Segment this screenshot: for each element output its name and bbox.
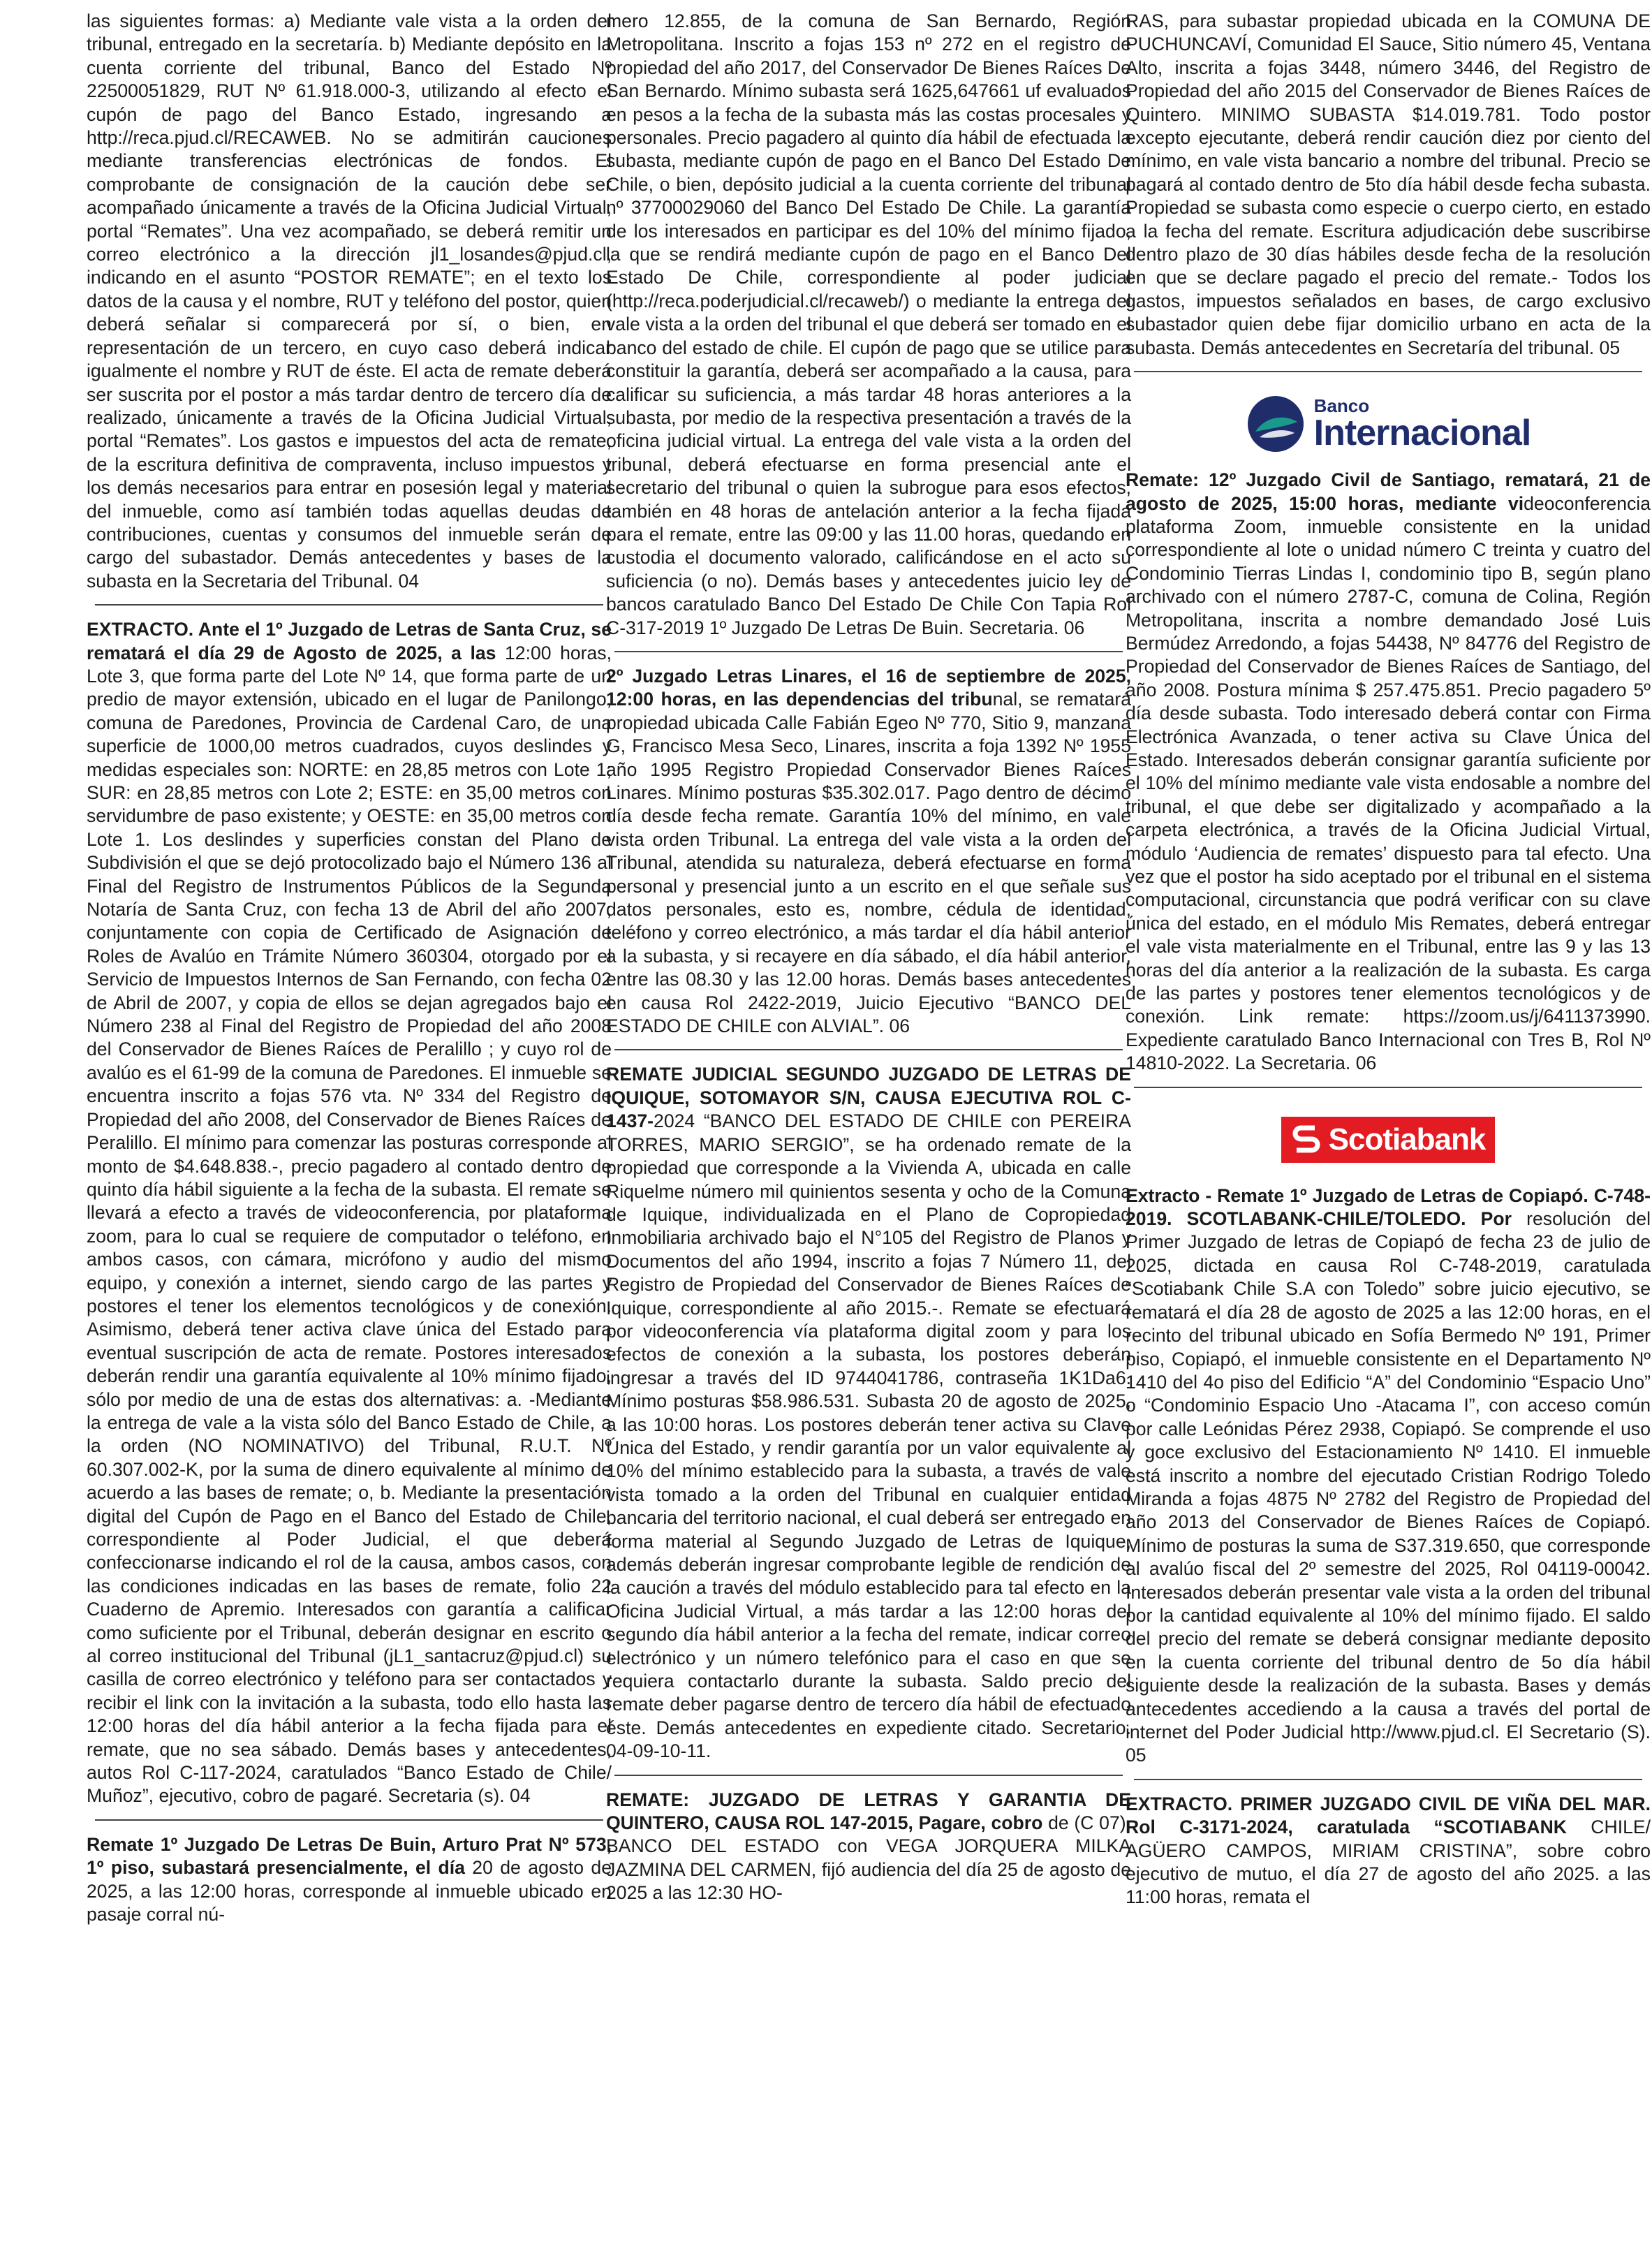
notice-heading: Extracto - Remate 1º Juzgado de Letras de Copiapó. C-748-2019. SCOTLABANK-CHILE/TOLEDO. Por — [1126, 1184, 1651, 1230]
notice-heading: 2º Juzgado Letras Linares, el 16 de septiembre de 2025, 12:00 horas, en las dependencias del tribu — [606, 665, 1131, 710]
column-1 — [87, 10, 612, 1927]
column-2 — [606, 10, 1131, 1905]
logo-label: Scotiabank — [1328, 1122, 1486, 1157]
notice-body: las siguientes formas: a) Mediante vale vista a la orden del tribunal, entregado en la secretaría. b) Mediante depósito en la cuenta corriente del tribunal, Banco del Estado Nº 22500051829, RUT Nº 61.918.000-3, utilizando al efecto el cupón de pago del Banco Estado, ingresando a http://reca.pjud.cl/RECAWEB. No se admitirán cauciones mediante transferencias electrónicas de fondos. El comprobante de consignación de la caución debe ser acompañado únicamente a través de la Oficina Judicial Virtual, portal “Remates”. Una vez acompañado, se deberá remitir un correo electrónico a la dirección jl1_losandes@pjud.cl, indicando en el asunto “POSTOR REMATE”; en el texto los datos de la causa y el nombre, RUT y teléfono del postor, quien deberá señalar si comparecerá por sí, o bien, en representación de un tercero, en cuyo caso deberá indicar igualmente el nombre y RUT de éste. El acta de remate deberá ser suscrita por el postor a más tardar dentro de tercero día de realizado, únicamente a través de la Oficina Judicial Virtual, portal “Remates”. Los gastos e impuestos del acta de remate, de la escritura definitiva de compraventa, incluso impuestos y los demás necesarios para entrar en posesión legal y material del inmueble, como así también todas aquellas deudas de contribuciones, cuentas y consumos del inmueble serán de cargo del subastador. Demás antecedentes y bases de la subasta en la Secretaria del Tribunal. 04 — [87, 10, 612, 592]
notice-divider — [95, 1819, 603, 1821]
legal-notice — [606, 10, 1131, 640]
notice-divider — [95, 604, 603, 606]
notice-heading: EXTRACTO. PRIMER JUZGADO CIVIL DE VIÑA DEL MAR. Rol C-3171-2024, caratulada “SCOTIABANK — [1126, 1793, 1651, 1838]
column-3 — [1126, 10, 1651, 1909]
notice-body: RAS, para subastar propiedad ubicada en la COMUNA DE PUCHUNCAVÍ, Comunidad El Sauce, Sitio número 45, Ventana Alto, inscrita a fojas 3448, número 3446, del Registro de Propiedad del año 2015 del Conservador de Bienes Raíces de Quintero. MINIMO SUBASTA $14.019.781. Todo postor excepto ejecutante, deberá rendir caución diez por ciento del mínimo, en vale vista bancario a nombre del tribunal. Precio se pagará al contado dentro de 5to día hábil desde fecha subasta. Propiedad se subasta como especie o cuerpo cierto, en estado a la fecha del remate. Escritura adjudicación debe suscribirse dentro plazo de 30 días hábiles desde fecha de la resolución en que se declare pagado el precio del remate.- Todos los gastos, impuestos señalados en bases, de cargo exclusivo subastador quien debe fijar domicilio urbano en acta de la subasta. Demás antecedentes en Secretaría del tribunal. 05 — [1126, 10, 1651, 358]
notice-body: de (C 07), BANCO DEL ESTADO con VEGA JORQUERA MILKA JAZMINA DEL CARMEN, fijó audiencia del día 25 de agosto de 2025 a las 12:30 HO- — [606, 1812, 1131, 1904]
banco-internacional-logo — [1126, 385, 1651, 463]
scotiabank-logo — [1126, 1101, 1651, 1179]
banco-internacional-emblem-icon — [1246, 394, 1306, 454]
legal-notice — [606, 1063, 1131, 1763]
notice-body: 2024 “BANCO DEL ESTADO DE CHILE con PEREIRA TORRES, MARIO SERGIO”, se ha ordenado remate de la propiedad que corresponde a la Vivienda A, ubicada en calle Riquelme número mil quinientos sesenta y ocho de la Comuna de Iquique, individualizada en el Plano de Copropiedad Inmobiliaria archivado bajo el N°105 del Registro de Planos y Documentos del año 1994, inscrito a fojas 7 Número 11, del Registro de Propiedad del Conservador de Bienes Raíces de Iquique, correspondiente al año 2015.-. Remate se efectuará por videoconferencia vía plataforma digital zoom y para los efectos de conexión a la subasta, los postores deberán ingresar a través del ID 9744041786, contraseña 1K1Da6. Mínimo posturas $58.986.531. Subasta 20 de agosto de 2025, a las 10:00 horas. Los postores deberán tener activa su Clave Única del Estado, y rendir garantía por un valor equivalente al 10% del mínimo establecido para la subasta, a través de vale vista tomado a la orden del Tribunal en cualquier entidad bancaria del territorio nacional, el cual deberá ser entregado en forma material al Segundo Juzgado de Letras de Iquique, además deberán ingresar comprobante legible de rendición de la caución a través del módulo establecido para tal efecto en la Oficina Judicial Virtual, a más tardar a las 12:00 horas del segundo día hábil anterior a la fecha del remate, indicar correo electrónico y un número telefónico para el caso en que se requiera contactarlo durante la subasta. Saldo precio del remate deber pagarse dentro de tercero día hábil de efectuado éste. Demás antecedentes en expediente citado. Secretario. 04-09-10-11. — [606, 1110, 1131, 1762]
notice-divider — [614, 1775, 1123, 1776]
notice-body: deoconferencia plataforma Zoom, inmueble consistente en la unidad correspondiente al lote o unidad número C treinta y cuatro del Condominio Tierras Lindas I, condominio tipo B, según plano archivado con el número 2787-C, comuna de Colina, Región Metropolitana, inscrita a nombre demandado José Luis Bermúdez Arredondo, a fojas 54438, Nº 84776 del Registro de Propiedad del Conservador de Bienes Raíces de Santiago, del año 2008. Postura mínima $ 257.475.851. Precio pagadero 5º día desde subasta. Todo interesado deberá contar con Firma Electrónica Avanzada, o tener activa su Clave Única del Estado. Interesados deberán consignar garantía suficiente por el 10% del mínimo mediante vale vista endosable a nombre del tribunal, el que debe ser digitalizado y acompañado a la carpeta electrónica, a través de la Oficina Judicial Virtual, módulo ‘Audiencia de remates’ dispuesto para tal efecto. Una vez que el postor ha sido aceptado por el tribunal en el sistema computacional, circunstancia que podrá verificar con su clave única del estado, en el módulo Mis Remates, deberá entregar el vale vista materialmente en el Tribunal, entre las 9 y las 13 horas del día anterior a la realización de la subasta. Es carga de las partes y postores tener elementos tecnológicos y de conexión. Link remate: https://zoom.us/j/6411373990. Expediente caratulado Banco Internacional con Tres B, Rol Nº 14810-2022. La Secretaria. 06 — [1126, 492, 1651, 1074]
legal-notice — [606, 665, 1131, 1039]
legal-notice — [87, 1833, 612, 1927]
legal-notice — [1126, 10, 1651, 360]
notice-divider — [1134, 1087, 1642, 1088]
notice-divider — [1134, 1779, 1642, 1780]
legal-notice — [87, 618, 612, 1808]
notice-divider — [614, 651, 1123, 652]
notice-divider — [1134, 371, 1642, 372]
scotiabank-s-icon — [1291, 1122, 1322, 1157]
notice-heading: EXTRACTO. Ante el 1º Juzgado de Letras de Santa Cruz, se rematará el día 29 de Agosto de 2025, a las — [87, 619, 612, 663]
notice-divider — [614, 1049, 1123, 1050]
logo-small-label: Banco — [1313, 395, 1370, 417]
notice-heading: Remate 1º Juzgado De Letras De Buin, Arturo Prat Nº 573, 1º piso, subastará presencialmente, el día — [87, 1833, 612, 1879]
notice-body: 20 de agosto de 2025, a las 12:00 horas, corresponde al inmueble ubicado en pasaje corral nú- — [87, 1857, 612, 1925]
notice-heading: REMATE JUDICIAL SEGUNDO JUZGADO DE LETRAS DE IQUIQUE, SOTOMAYOR S/N, CAUSA EJECUTIVA ROL C-1437- — [606, 1064, 1131, 1132]
legal-notice — [1126, 469, 1651, 1076]
legal-notice — [606, 1789, 1131, 1905]
notice-body: 12:00 horas, Lote 3, que forma parte del Lote Nº 14, que forma parte de un predio de mayor extensión, ubicado en el lugar de Panilongo, comuna de Paredones, Provincia de Cardenal Caro, de una superficie de 1000,00 metros cuadrados, cuyos deslindes y medidas especiales son: NORTE: en 28,85 metros con Lote 1; SUR: en 28,85 metros con Lote 2; ESTE: en 35,00 metros con servidumbre de paso existente; y OESTE: en 35,00 metros con Lote 1. Los deslindes y superficies constan del Plano de Subdivisión el que se dejó protocolizado bajo el Número 136 al Final del Registro de Instrumentos Públicos de la Segunda Notaría de Santa Cruz, con fecha 13 de Abril del año 2007; conjuntamente con copia de Certificado de Asignación de Roles de Avalúo en Trámite Número 360304, otorgado por el Servicio de Impuestos Internos de San Fernando, con fecha 02 de Abril de 2007, y copia de ellos se dejan agregados bajo el Número 238 al Final del Registro de Propiedad del año 2008 del Conservador de Bienes Raíces de Peralillo ; y cuyo rol de avalúo es el 61-99 de la comuna de Paredones. El inmueble se encuentra inscrito a fojas 576 vta. Nº 334 del Registro de Propiedad del año 2008, del Conservador de Bienes Raíces de Peralillo. El mínimo para comenzar las posturas corresponde al monto de $4.648.838.-, precio pagadero al contado dentro de quinto día hábil siguiente a la fecha de la subasta. El remate se llevará a efecto a través de videoconferencia, por plataforma zoom, para lo cual se requiere de computador o teléfono, en ambos casos, con cámara, micrófono y audio del mismo equipo, y conexión a internet, siendo cargo de las partes y postores el tener los elementos tecnológicos y de conexión. Asimismo, deberá tener activa clave única del Estado para eventual suscripción de acta de remate. Postores interesados deberán rendir una garantía equivalente al 10% mínimo fijado, sólo por medio de una de estas dos alternativas: a. -Mediante la entrega de vale a la vista sólo del Banco Estado de Chile, a la orden (NO NOMINATIVO) del Tribunal, R.U.T. Nº 60.307.002-K, por la suma de dinero equivalente al mínimo de acuerdo a las bases de remate; o, b. Mediante la presentación digital del Cupón de Pago en el Banco del Estado de Chile, correspondiente al Poder Judicial, el que deberá confeccionarse indicando el rol de la causa, ambos casos, con las condiciones indicadas en las bases de remate, folio 22 Cuaderno de Apremio. Interesados con garantía a calificar como suficiente por el Tribunal, deberán designar en escrito o al correo institucional del Tribunal (jL1_santacruz@pjud.cl) su casilla de correo electrónico y teléfono para ser contactados y recibir el link con la invitación a la subasta, todo ello hasta las 12:00 horas del día hábil anterior a la fecha fijada para el remate, que no sea sábado. Demás bases y antecedentes, autos Rol C-117-2024, caratulados “Banco Estado de Chile/ Muñoz”, ejecutivo, cobro de pagaré. Secretaria (s). 04 — [87, 642, 612, 1807]
notice-body: nal, se rematará propiedad ubicada Calle Fabián Egeo Nº 770, Sitio 9, manzana G, Francisco Mesa Seco, Linares, inscrita a foja 1392 Nº 1955 año 1995 Registro Propiedad Conservador Bienes Raíces Linares. Mínimo posturas $35.302.017. Pago dentro de décimo día desde fecha remate. Garantía 10% del mínimo, en vale vista orden Tribunal. La entrega del vale vista a la orden del Tribunal, atendida su naturaleza, deberá efectuarse en forma personal y presencial junto a un escrito en el que señale sus datos personales, esto es, nombre, cédula de identidad, teléfono y correo electrónico, a más tardar el día hábil anterior a la subasta, y si recayere en día sábado, el día hábil anterior, entre las 08.30 y las 12.00 horas. Demás bases antecedentes en causa Rol 2422-2019, Juicio Ejecutivo “BANCO DEL ESTADO DE CHILE con ALVIAL”. 06 — [606, 689, 1131, 1037]
notice-heading: Remate: 12º Juzgado Civil de Santiago, rematará, 21 de agosto de 2025, 15:00 horas, mediante vi — [1126, 469, 1651, 514]
notice-body: CHILE/ AGÜERO CAMPOS, MIRIAM CRISTINA”, sobre cobro ejecutivo de mutuo, el día 27 de agosto del año 2025. a las 11:00 horas, remata el — [1126, 1817, 1651, 1908]
notice-heading: REMATE: JUZGADO DE LETRAS Y GARANTIA DE QUINTERO, CAUSA ROL 147-2015, Pagare, cobro — [606, 1789, 1131, 1834]
legal-notice — [1126, 1184, 1651, 1768]
logo-big-label: Internacional — [1313, 413, 1531, 454]
notice-body: resolución del Primer Juzgado de letras de Copiapó de fecha 23 de julio de 2025, dictada en causa Rol C-748-2019, caratulada “Scotiabank Chile S.A con Toledo” sobre juicio ejecutivo, se rematará el día 28 de agosto de 2025 a las 12:00 horas, en el recinto del tribunal ubicado en Sofía Bermedo Nº 191, Primer piso, Copiapó, el inmueble consistente en el Departamento Nº 1410 del 4o piso del Edificio “A” del Condominio “Espacio Uno” o “Condominio Espacio Uno -Atacama I”, con acceso común por calle Leónidas Pérez 2938, Copiapó. Se comprende el uso y goce exclusivo del Estacionamiento Nº 1410. El inmueble está inscrito a nombre del ejecutado Cristian Rodrigo Toledo Miranda a fojas 4875 Nº 2782 del Registro de Propiedad del año 2013 del Conservador de Bienes Raíces de Copiapó. Mínimo de posturas la suma de S37.319.650, que corresponde al avalúo fiscal del 2º semestre del 2025, Rol 04119-00042. Interesados deberán presentar vale vista a la orden del tribunal por la cantidad equivalente al 10% del mínimo fijado. El saldo del precio del remate se deberá consignar mediante deposito en la cuenta corriente del tribunal dentro de 5o día hábil siguiente desde la realización de la subasta. Bases y demás antecedentes accediendo a la causa a través del portal de internet del Poder Judicial http://www.pjud.cl. El Secretario (S). 05 — [1126, 1208, 1651, 1766]
notice-body: mero 12.855, de la comuna de San Bernardo, Región Metropolitana. Inscrito a fojas 153 nº 272 en el registro de propiedad del año 2017, del Conservador De Bienes Raíces De San Bernardo. Mínimo subasta será 1625,647661 uf evaluados en pesos a la fecha de la subasta más las costas procesales y personales. Precio pagadero al quinto día hábil de efectuada la subasta, mediante cupón de pago en el Banco Del Estado De Chile, o bien, depósito judicial a la cuenta corriente del tribunal nº 37700029060 del Banco Del Estado De Chile. La garantía de los interesados en participar es del 10% del mínimo fijado, la que se rendirá mediante cupón de pago en el Banco Del Estado De Chile, correspondiente al poder judicial (http://reca.poderjudicial.cl/recaweb/) o mediante la entrega del vale vista a la orden del tribunal el que deberá ser tomado en el banco del estado de chile. El cupón de pago que se utilice para constituir la garantía, deberá ser acompañado a la causa, para calificar su suficiencia, a más tardar 48 horas anteriores a la subasta, por medio de la respectiva presentación a través de la oficina judicial virtual. La entrega del vale vista a la orden del tribunal, deberá efectuarse en forma presencial ante el secretario del tribunal o quien la subrogue para esos efectos, también en 48 horas de antelación anterior a la fecha fijada para el remate, entre las 09:00 y las 11.00 horas, quedando en custodia el documento valorado, calificándose en el acto su suficiencia (o no). Demás bases y antecedentes juicio ley de bancos caratulado Banco Del Estado De Chile Con Tapia Rol C-317-2019 1º Juzgado De Letras De Buin. Secretaria. 06 — [606, 10, 1131, 638]
legal-notice — [1126, 1793, 1651, 1909]
legal-notice — [87, 10, 612, 593]
